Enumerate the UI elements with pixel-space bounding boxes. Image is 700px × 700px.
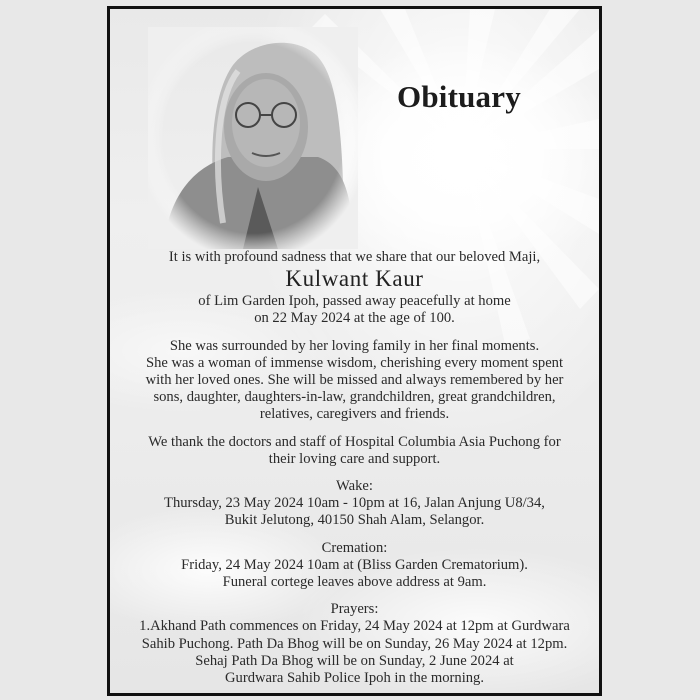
cremation-line: Funeral cortege leaves above address at 9am.	[222, 574, 487, 591]
tribute-line: She was surrounded by her loving family in her final moments.	[169, 337, 540, 354]
prayers-line: Gurdwara Sahib Police Ipoh in the morning.	[225, 670, 484, 687]
obituary-text	[110, 249, 599, 687]
tribute-line: with her loved ones. She will be missed and always remembered by her	[145, 372, 564, 389]
thanks-line: their loving care and support.	[268, 450, 441, 467]
deceased-name: Kulwant Kaur	[285, 266, 424, 292]
tribute-line: relatives, caregivers and friends.	[259, 406, 450, 423]
thanks-line: We thank the doctors and staff of Hospital Columbia Asia Puchong for	[148, 433, 561, 450]
obituary-heading: Obituary	[397, 79, 521, 114]
wake-line: Bukit Jelutong, 40150 Shah Alam, Selangor.	[224, 512, 485, 529]
prayers-line: Sahib Puchong. Path Da Bhog will be on Sunday, 26 May 2024 at 12pm.	[141, 635, 568, 652]
portrait-photo	[148, 27, 358, 249]
wake-line: Thursday, 23 May 2024 10am - 10pm at 16, Jalan Anjung U8/34,	[164, 495, 545, 512]
wake-label: Wake:	[336, 478, 373, 495]
intro-line: on 22 May 2024 at the age of 100.	[254, 310, 455, 327]
tribute-line: sons, daughter, daughters-in-law, grandchildren, great grandchildren,	[153, 389, 556, 406]
tribute-line: She was a woman of immense wisdom, cherishing every moment spent	[145, 354, 564, 371]
cremation-label: Cremation:	[321, 539, 388, 556]
intro-line: It is with profound sadness that we share that our beloved Maji,	[168, 249, 541, 265]
prayers-line: Sehaj Path Da Bhog will be on Sunday, 2 June 2024 at	[195, 652, 514, 669]
intro-line: of Lim Garden Ipoh, passed away peacefully at home	[198, 293, 511, 310]
prayers-line: 1.Akhand Path commences on Friday, 24 May 2024 at 12pm at Gurdwara	[139, 618, 570, 635]
cremation-line: Friday, 24 May 2024 10am at (Bliss Garden Crematorium).	[181, 556, 528, 573]
obituary-card	[107, 6, 602, 696]
prayers-label: Prayers:	[330, 601, 379, 618]
